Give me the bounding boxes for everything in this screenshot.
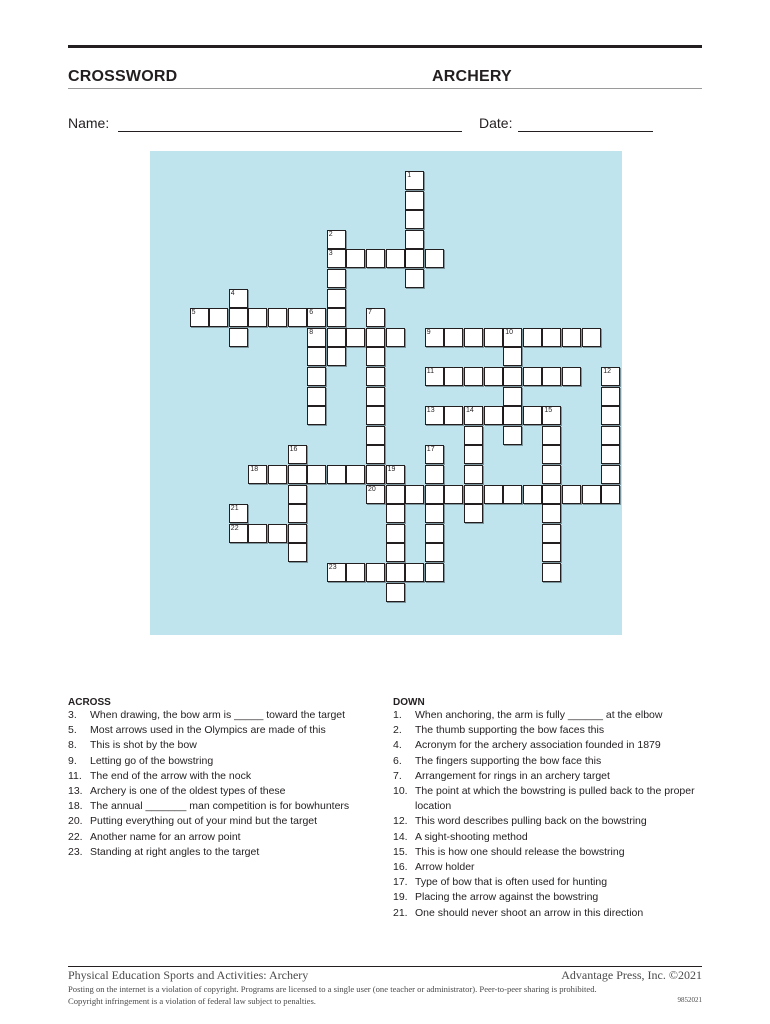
clue-number: 6 xyxy=(309,309,314,317)
crossword-cell[interactable] xyxy=(327,328,346,347)
crossword-cell[interactable] xyxy=(484,406,503,425)
clue-number: 2. xyxy=(393,724,402,737)
crossword-cell[interactable] xyxy=(582,328,601,347)
crossword-cell[interactable] xyxy=(523,485,542,504)
crossword-cell[interactable] xyxy=(366,249,385,268)
crossword-cell[interactable] xyxy=(405,485,424,504)
crossword-cell[interactable] xyxy=(601,485,620,504)
down-clue xyxy=(393,754,708,769)
crossword-cell[interactable] xyxy=(386,328,405,347)
clue-number: 10. xyxy=(393,785,408,798)
clue-number: 14. xyxy=(393,830,408,843)
clue-text: This is shot by the bow xyxy=(90,739,197,752)
down-clue xyxy=(393,860,708,875)
clue-text: Standing at right angles to the target xyxy=(90,845,260,858)
across-clue-list xyxy=(68,708,378,860)
crossword-cell[interactable] xyxy=(562,485,581,504)
crossword-cell[interactable] xyxy=(542,328,561,347)
crossword-cell-5[interactable] xyxy=(190,308,209,327)
down-clue xyxy=(393,814,708,829)
crossword-cell[interactable] xyxy=(327,289,346,308)
crossword-cell[interactable] xyxy=(503,426,522,445)
down-clue xyxy=(393,708,708,723)
crossword-cell-14[interactable] xyxy=(464,406,483,425)
crossword-cell[interactable] xyxy=(346,328,365,347)
clue-number: 22 xyxy=(230,524,239,532)
clue-number: 7. xyxy=(393,769,402,782)
date-label: Date: xyxy=(479,115,513,131)
clue-number: 13. xyxy=(68,785,83,798)
clue-text: Letting go of the bowstring xyxy=(90,754,214,767)
clue-number: 2 xyxy=(328,230,333,238)
crossword-cell[interactable] xyxy=(386,583,405,602)
crossword-cell[interactable] xyxy=(425,504,444,523)
across-clue xyxy=(68,708,378,723)
crossword-cell[interactable] xyxy=(307,347,326,366)
clue-number: 12 xyxy=(603,368,611,375)
crossword-cell[interactable] xyxy=(444,485,463,504)
crossword-cell[interactable] xyxy=(601,465,620,484)
down-clue xyxy=(393,845,708,860)
crossword-cell[interactable] xyxy=(464,485,483,504)
clue-number: 9. xyxy=(68,754,77,767)
header-bottom-rule xyxy=(68,88,702,89)
crossword-cell[interactable] xyxy=(386,524,405,543)
footer-rule xyxy=(68,966,702,967)
clue-text: Acronym for the archery association founded in 1879 xyxy=(415,739,661,752)
crossword-cell[interactable] xyxy=(327,347,346,366)
clue-number: 20. xyxy=(68,815,83,828)
crossword-cell[interactable] xyxy=(366,445,385,464)
clue-number: 1. xyxy=(393,709,402,721)
crossword-cell-1[interactable] xyxy=(405,171,424,190)
across-clue xyxy=(68,738,378,753)
crossword-cell[interactable] xyxy=(542,445,561,464)
crossword-cell[interactable] xyxy=(346,465,365,484)
crossword-cell[interactable] xyxy=(601,406,620,425)
crossword-cell-9[interactable] xyxy=(425,328,444,347)
crossword-grid xyxy=(170,171,611,619)
across-clue xyxy=(68,799,378,814)
clue-text: Most arrows used in the Olympics are made of this xyxy=(90,724,326,737)
across-clue xyxy=(68,784,378,799)
clue-number: 18. xyxy=(68,800,83,813)
clue-number: 15 xyxy=(544,407,553,415)
crossword-cell[interactable] xyxy=(288,465,307,484)
date-field[interactable] xyxy=(518,131,653,132)
clue-number: 3. xyxy=(68,709,77,721)
crossword-cell[interactable] xyxy=(425,485,444,504)
clue-text: Type of bow that is often used for hunting xyxy=(415,876,608,889)
crossword-cell[interactable] xyxy=(229,308,248,327)
crossword-cell-10[interactable] xyxy=(503,328,522,347)
crossword-cell[interactable] xyxy=(562,328,581,347)
crossword-cell-6[interactable] xyxy=(307,308,326,327)
across-heading: ACROSS xyxy=(68,697,111,708)
crossword-cell[interactable] xyxy=(366,328,385,347)
crossword-cell[interactable] xyxy=(425,563,444,582)
crossword-cell[interactable] xyxy=(542,485,561,504)
clue-number: 18 xyxy=(250,466,259,473)
clue-number: 5 xyxy=(191,309,196,317)
crossword-cell[interactable] xyxy=(366,406,385,425)
crossword-cell[interactable] xyxy=(327,308,346,327)
crossword-cell[interactable] xyxy=(464,465,483,484)
clue-text: Another name for an arrow point xyxy=(90,830,241,843)
clue-number: 10 xyxy=(505,328,513,336)
crossword-cell[interactable] xyxy=(405,191,424,210)
crossword-cell[interactable] xyxy=(601,445,620,464)
clue-number: 8 xyxy=(309,328,314,336)
down-clue xyxy=(393,723,708,738)
crossword-cell[interactable] xyxy=(405,230,424,249)
clue-number: 17. xyxy=(393,876,408,889)
clue-number: 15. xyxy=(393,845,408,858)
clue-number: 4 xyxy=(230,289,235,297)
clue-text: The annual _______ man competition is for bowhunters xyxy=(90,800,350,813)
clue-number: 1 xyxy=(407,172,412,179)
crossword-cell[interactable] xyxy=(366,347,385,366)
crossword-cell[interactable] xyxy=(542,367,561,386)
crossword-cell-3[interactable] xyxy=(327,249,346,268)
crossword-cell[interactable] xyxy=(542,504,561,523)
crossword-cell[interactable] xyxy=(523,406,542,425)
header-top-rule xyxy=(68,45,702,48)
crossword-cell[interactable] xyxy=(405,249,424,268)
crossword-cell-12[interactable] xyxy=(601,367,620,386)
crossword-cell[interactable] xyxy=(288,524,307,543)
across-clues xyxy=(68,697,378,860)
clue-number: 11 xyxy=(426,368,435,375)
crossword-cell[interactable] xyxy=(464,445,483,464)
crossword-cell[interactable] xyxy=(425,465,444,484)
crossword-cell-22[interactable] xyxy=(229,524,248,543)
clue-number: 20 xyxy=(368,485,376,493)
crossword-cell[interactable] xyxy=(464,426,483,445)
crossword-cell-15[interactable] xyxy=(542,406,561,425)
crossword-cell[interactable] xyxy=(425,524,444,543)
down-clue-list xyxy=(393,708,708,921)
crossword-cell[interactable] xyxy=(307,406,326,425)
crossword-cell[interactable] xyxy=(386,485,405,504)
crossword-cell[interactable] xyxy=(503,347,522,366)
down-heading: DOWN xyxy=(393,697,425,708)
clue-text: Putting everything out of your mind but the target xyxy=(90,815,318,828)
clue-number: 7 xyxy=(368,309,372,317)
crossword-cell-4[interactable] xyxy=(229,289,248,308)
across-clue xyxy=(68,754,378,769)
crossword-cell[interactable] xyxy=(248,524,267,543)
across-clue xyxy=(68,830,378,845)
crossword-cell[interactable] xyxy=(484,485,503,504)
crossword-cell[interactable] xyxy=(523,328,542,347)
clue-number: 13 xyxy=(426,407,435,415)
crossword-cell[interactable] xyxy=(542,563,561,582)
clue-number: 6. xyxy=(393,754,402,767)
crossword-cell[interactable] xyxy=(405,210,424,229)
crossword-cell-13[interactable] xyxy=(425,406,444,425)
name-field[interactable] xyxy=(118,131,462,132)
crossword-cell-17[interactable] xyxy=(425,445,444,464)
crossword-cell[interactable] xyxy=(248,308,267,327)
across-clue xyxy=(68,814,378,829)
crossword-cell[interactable] xyxy=(307,387,326,406)
crossword-cell[interactable] xyxy=(268,524,287,543)
across-clue xyxy=(68,769,378,784)
clue-text: One should never shoot an arrow in this direction xyxy=(415,906,644,919)
clue-number: 11. xyxy=(68,769,82,782)
crossword-cell[interactable] xyxy=(444,328,463,347)
clue-text: Arrangement for rings in an archery target xyxy=(415,769,610,782)
clue-number: 22. xyxy=(68,830,83,843)
crossword-cell[interactable] xyxy=(464,504,483,523)
crossword-cell[interactable] xyxy=(464,367,483,386)
clue-text: Archery is one of the oldest types of these xyxy=(90,785,286,798)
name-label: Name: xyxy=(68,115,110,131)
crossword-cell[interactable] xyxy=(444,406,463,425)
down-clue xyxy=(393,906,708,921)
crossword-cell[interactable] xyxy=(601,426,620,445)
clue-number: 12. xyxy=(393,815,408,828)
clue-text: The end of the arrow with the nock xyxy=(90,769,252,782)
down-clue xyxy=(393,830,708,845)
crossword-cell[interactable] xyxy=(503,406,522,425)
crossword-cell[interactable] xyxy=(601,387,620,406)
down-clues xyxy=(393,697,708,921)
crossword-cell[interactable] xyxy=(307,465,326,484)
clue-number: 9 xyxy=(426,328,431,336)
clue-text: This word describes pulling back on the bowstring xyxy=(415,815,647,828)
down-clue xyxy=(393,890,708,905)
footer-publisher: Advantage Press, Inc. ©2021 xyxy=(561,968,702,982)
clue-number: 21. xyxy=(393,906,408,919)
crossword-cell[interactable] xyxy=(503,387,522,406)
crossword-cell[interactable] xyxy=(523,367,542,386)
crossword-cell-20[interactable] xyxy=(366,485,385,504)
crossword-cell-18[interactable] xyxy=(248,465,267,484)
crossword-cell[interactable] xyxy=(307,367,326,386)
crossword-cell[interactable] xyxy=(542,426,561,445)
clue-number: 3 xyxy=(328,250,333,258)
crossword-cell[interactable] xyxy=(268,465,287,484)
crossword-cell[interactable] xyxy=(327,465,346,484)
crossword-cell[interactable] xyxy=(562,367,581,386)
crossword-cell[interactable] xyxy=(268,308,287,327)
clue-text: This is how one should release the bowstring xyxy=(415,845,625,858)
crossword-cell[interactable] xyxy=(288,485,307,504)
clue-number: 23 xyxy=(328,564,337,571)
crossword-cell-19[interactable] xyxy=(386,465,405,484)
crossword-cell[interactable] xyxy=(582,485,601,504)
clue-number: 16. xyxy=(393,861,408,874)
crossword-cell[interactable] xyxy=(386,249,405,268)
crossword-cell[interactable] xyxy=(425,543,444,562)
crossword-cell[interactable] xyxy=(229,328,248,347)
footer-infringement-notice: Copyright infringement is a violation of federal law subject to penalties. xyxy=(68,996,316,1006)
crossword-cell[interactable] xyxy=(288,308,307,327)
clue-text: The fingers supporting the bow face this xyxy=(415,754,602,767)
crossword-cell[interactable] xyxy=(484,328,503,347)
worksheet-type-title: CROSSWORD xyxy=(68,68,178,85)
crossword-cell[interactable] xyxy=(405,269,424,288)
crossword-cell-8[interactable] xyxy=(307,328,326,347)
crossword-cell[interactable] xyxy=(405,563,424,582)
crossword-cell[interactable] xyxy=(346,563,365,582)
crossword-cell[interactable] xyxy=(542,543,561,562)
crossword-cell[interactable] xyxy=(425,249,444,268)
across-clue xyxy=(68,723,378,738)
crossword-puzzle xyxy=(150,151,622,635)
crossword-cell[interactable] xyxy=(464,328,483,347)
crossword-cell-16[interactable] xyxy=(288,445,307,464)
clue-text: The point at which the bowstring is pulled back to the proper location xyxy=(415,785,695,813)
crossword-cell[interactable] xyxy=(209,308,228,327)
clue-text: When drawing, the bow arm is _____ toward the target xyxy=(90,709,346,721)
crossword-cell[interactable] xyxy=(542,465,561,484)
crossword-cell[interactable] xyxy=(444,367,463,386)
crossword-cell-21[interactable] xyxy=(229,504,248,523)
clue-number: 23. xyxy=(68,845,83,858)
clue-number: 5. xyxy=(68,724,77,737)
down-clue xyxy=(393,769,708,784)
crossword-cell[interactable] xyxy=(327,269,346,288)
clue-text: The thumb supporting the bow faces this xyxy=(415,724,605,737)
footer-copyright-notice: Posting on the internet is a violation of copyright. Programs are licensed to a single user (one teacher or administrator). Peer-to-peer sharing is prohibited. xyxy=(68,984,597,994)
clue-number: 19 xyxy=(387,466,396,473)
crossword-cell[interactable] xyxy=(484,367,503,386)
down-clue xyxy=(393,875,708,890)
crossword-cell[interactable] xyxy=(386,543,405,562)
crossword-cell[interactable] xyxy=(346,249,365,268)
crossword-cell[interactable] xyxy=(366,563,385,582)
clue-text: When anchoring, the arm is fully ______ at the elbow xyxy=(415,709,663,721)
clue-number: 19. xyxy=(393,891,408,904)
crossword-cell[interactable] xyxy=(386,563,405,582)
footer-code: 9852021 xyxy=(677,996,702,1004)
crossword-cell[interactable] xyxy=(366,367,385,386)
crossword-cell-23[interactable] xyxy=(327,563,346,582)
clue-number: 4. xyxy=(393,739,402,752)
footer-book-title: Physical Education Sports and Activities: Archery xyxy=(68,968,309,982)
crossword-cell[interactable] xyxy=(366,426,385,445)
worksheet-topic-title: ARCHERY xyxy=(432,68,512,85)
crossword-cell[interactable] xyxy=(386,504,405,523)
crossword-cell[interactable] xyxy=(503,485,522,504)
down-clue xyxy=(393,784,708,814)
clue-number: 14 xyxy=(466,407,474,415)
crossword-cell[interactable] xyxy=(288,504,307,523)
clue-number: 8. xyxy=(68,739,77,752)
clue-text: A sight-shooting method xyxy=(415,830,528,843)
across-clue xyxy=(68,845,378,860)
crossword-cell-11[interactable] xyxy=(425,367,444,386)
clue-number: 21 xyxy=(230,505,239,513)
crossword-cell-7[interactable] xyxy=(366,308,385,327)
crossword-cell[interactable] xyxy=(288,543,307,562)
crossword-cell[interactable] xyxy=(542,524,561,543)
clue-number: 16 xyxy=(289,446,298,454)
clue-number: 17 xyxy=(426,446,435,454)
clue-text: Placing the arrow against the bowstring xyxy=(415,891,599,904)
down-clue xyxy=(393,738,708,753)
crossword-cell[interactable] xyxy=(366,387,385,406)
crossword-cell[interactable] xyxy=(503,367,522,386)
clue-text: Arrow holder xyxy=(415,861,475,874)
crossword-cell[interactable] xyxy=(366,465,385,484)
crossword-cell-2[interactable] xyxy=(327,230,346,249)
